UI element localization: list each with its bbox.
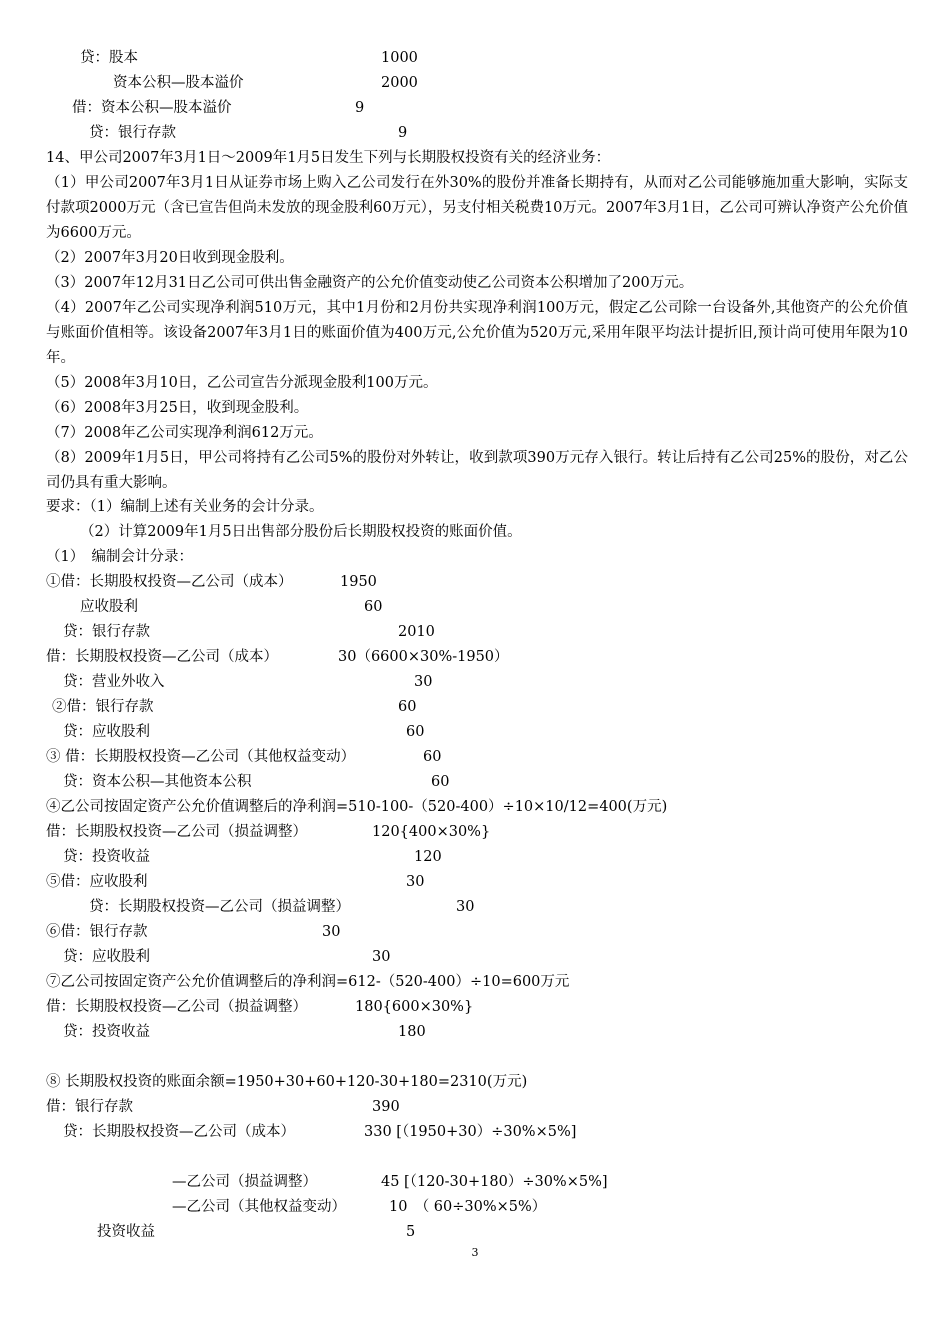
page-number: 3 (471, 1246, 479, 1259)
problem-item-1: （1）甲公司2007年3月1日从证券市场上购入乙公司发行在外30%的股份并准备长期持有，从而对乙公司能够施加重大影响，实际支付款项2000万元（含已宣告但尚未发放的现金股利60万元），另支付相关税费10万元。2007年3月1日，乙公司可辨认净资产公允价值为6600万元。 (46, 175, 908, 241)
problem-item-8: （8）2009年1月5日，甲公司将持有乙公司5%的股份对外转让，收到款项390万元存入银行。转让后持有乙公司25%的股份，对乙公司仍具有重大影响。 (46, 450, 908, 491)
problem-item-4: （4）2007年乙公司实现净利润510万元，其中1月份和2月份共实现净利润100万元，假定乙公司除一台设备外,其他资产的公允价值与账面价值相等。该设备2007年3月1日的账面价值为400万元,公允价值为520万元,采用年限平均法计提折旧,预计尚可使用年限为10年。 (46, 300, 908, 366)
document-page: 贷：股本 1000 资本公积—股本溢价 2000 借：资本公积—股本溢价 9 贷：银行存款 9 14、甲公司2007年3月1日～2009年1月5日发生下列与长期股权投资有关的经济业务： （1）甲公司2007年3月1日从证券市场上购入乙公司发行在外30%的股份并准备长期持有，从而对乙公司能够施加重大影响，实际支付款项2000万元（含已宣告但尚未发放的现金股利60万元），另支付相关税费10万元。2007年3月1日，乙公司可辨认净资产公允价值为6600万元。 （2）2007年3月20日收到现金股利。 （3）2007年12月31日乙公司可供出售金融资产的公允价值变动使乙公司资本公积增加了200万元。 （4）2007年乙公司实现净利润510万元，其中1月份和2月份共实现净利润100万元，假定乙公司除一台设备外,其他资产的公允价值与账面价值相等。该设备2007年3月1日的账面价值为400万元,公允价值为520万元,采用年限平均法计提折旧,预计尚可使用年限为10年。 （5）2008年3月10日，乙公司宣告分派现金股利100万元。 （6）2008年3月25日，收到现金股利。 （7）2008年乙公司实现净利润612万元。 （8）2009年1月5日，甲公司将持有乙公司5%的股份对外转让，收到款项390万元存入银行。转让后持有乙公司25%的股份，对乙公司仍具有重大影响。 要求：（1）编制上述有关业务的会计分录。 （2）计算2009年1月5日出售部分股份后长期股权投资的账面价值。 （1） 编制会计分录： ①借：长期股权投资—乙公司（成本） 1950 应收股利 60 贷：银行存款 2010 借：长期股权投资—乙公司（成本） 30（6600×30%-1950） 贷：营业外收入 30 ②借：银行存款 60 贷：应收股利 60 ③ 借：长期股权投资—乙公司（其他权益变动） 60 贷：资本公积—其他资本公积 60 ④乙公司按固定资产公允价值调整后的净利润=510-100-（520-400）÷10×10/12=400(万元) 借：长期股权投资—乙公司（损益调整） 120{400×30%} 贷：投资收益 120 ⑤借：应收股利 30 贷：长期股权投资—乙公司（损益调整） 30 ⑥借：银行存款 30 贷：应收股利 30 ⑦乙公司按固定资产公允价值调整后的净利润=612-（520-400）÷10=600万元 借：长期股权投资—乙公司（损益调整） 180{600×30%} 贷：投资收益 180 ⑧ 长期股权投资的账面余额=1950+30+60+120-30+180=2310(万元) 借：银行存款 390 贷：长期股权投资—乙公司（成本） 330 [（1950+30）÷30%×5%] —乙公司（损益调整） 45 [（120-30+180）÷30%×5%] —乙公司（其他权益变动） 10 （ 60÷30%×5%） 投资收益 5 3 (0, 0, 950, 1344)
